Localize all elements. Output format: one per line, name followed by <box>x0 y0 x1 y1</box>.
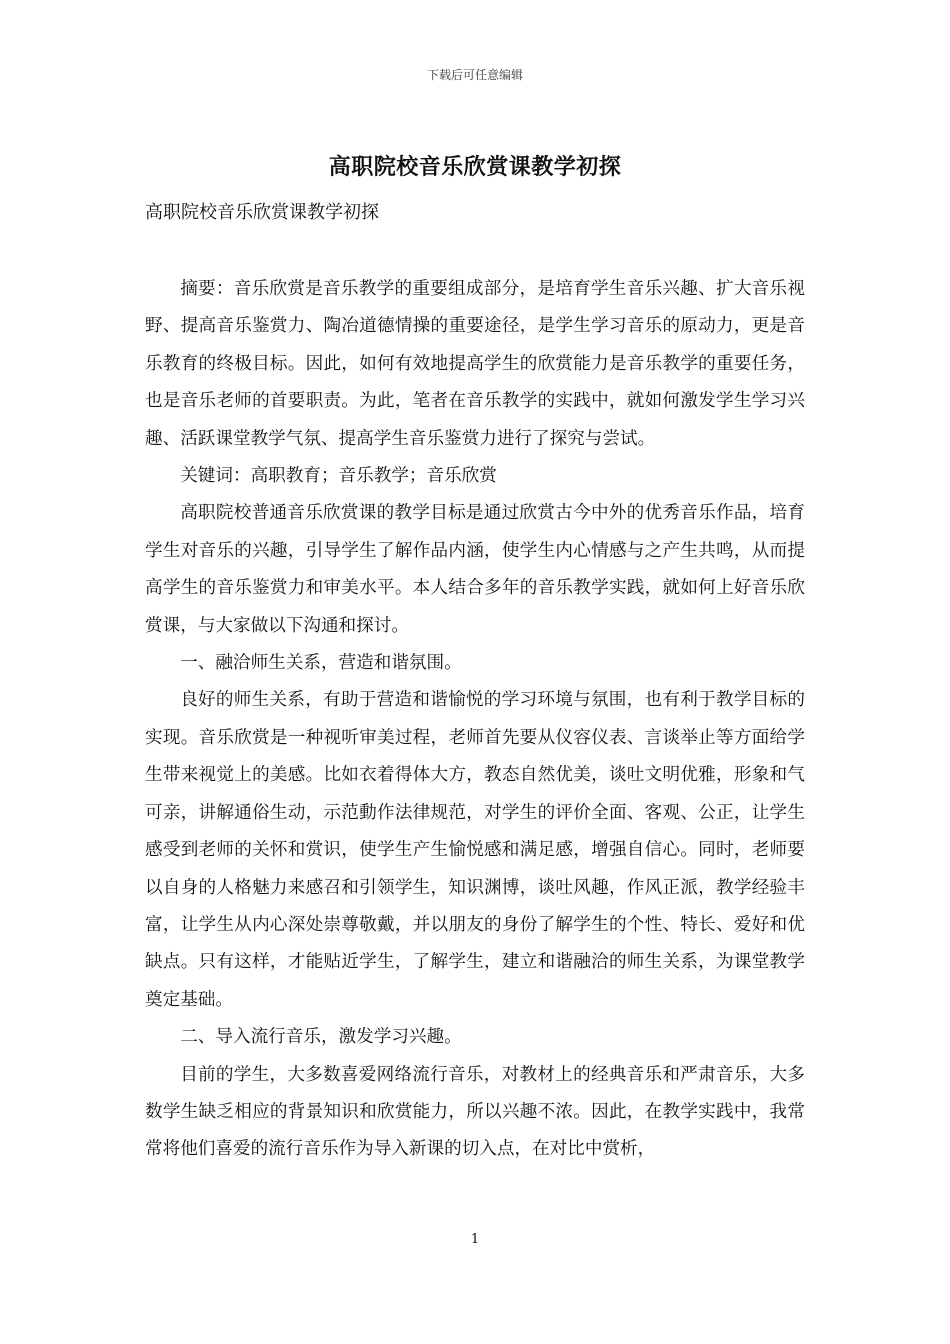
document-subtitle: 高职院校音乐欣赏课教学初探 <box>145 202 379 223</box>
document-body <box>145 271 805 1169</box>
section-heading-2: 二、导入流行音乐，激发学习兴趣。 <box>180 1027 462 1048</box>
page-header: 下载后可任意编辑 <box>426 68 523 82</box>
intro-paragraph: 高职院校普通音乐欣赏课的教学目标是通过欣赏古今中外的优秀音乐作品，培育学生对音乐的兴趣，引导学生了解作品内涵，使学生内心情感与之产生共鸣，从而提高学生的音乐鉴赏力和审美水平。本人结合多年的音乐教学实践，就如何上好音乐欣赏课，与大家做以下沟通和探讨。 <box>145 503 805 636</box>
document-title: 高职院校音乐欣赏课教学初探 <box>328 154 622 180</box>
section-1-paragraph: 良好的师生关系，有助于营造和谐愉悦的学习环境与氛围，也有利于教学目标的实现。音乐欣赏是一种视听审美过程，老师首先要从仪容仪表、言谈举止等方面给学生带来视觉上的美感。比如衣着得体大方，教态自然优美，谈吐文明优雅，形象和气可亲，讲解通俗生动，示范動作法律规范，对学生的评价全面、客观、公正，让学生感受到老师的关怀和赏识，使学生产生愉悦感和满足感，增强自信心。同时，老师要以自身的人格魅力来感召和引领学生，知识渊博，谈吐风趣，作风正派，教学经验丰富，让学生从内心深处崇尊敬戴，并以朋友的身份了解学生的个性、特长、爱好和优缺点。只有这样，才能贴近学生，了解学生，建立和谐融洽的师生关系，为课堂教学奠定基础。 <box>145 690 805 1010</box>
keywords-paragraph: 关键词：高职教育；音乐教学；音乐欣赏 <box>180 466 497 487</box>
abstract-paragraph: 摘要：音乐欣赏是音乐教学的重要组成部分，是培育学生音乐兴趣、扩大音乐视野、提高音乐鉴赏力、陶冶道德情操的重要途径，是学生学习音乐的原动力，更是音乐教育的终极目标。因此，如何有效地提高学生的欣赏能力是音乐教学的重要任务，也是音乐老师的首要职责。为此，笔者在音乐教学的实践中，就如何激发学生学习兴趣、活跃课堂教学气氛、提高学生音乐鉴赏力进行了探究与尝试。 <box>145 279 805 449</box>
section-heading-1: 一、融洽师生关系，营造和谐氛围。 <box>180 653 462 674</box>
section-2-paragraph: 目前的学生，大多数喜爱网络流行音乐，对教材上的经典音乐和严肃音乐，大多数学生缺乏相应的背景知识和欣赏能力，所以兴趣不浓。因此，在教学实践中，我常常将他们喜爱的流行音乐作为导入新课的切入点，在对比中赏析， <box>145 1064 805 1160</box>
page-number: 1 <box>470 1232 480 1247</box>
